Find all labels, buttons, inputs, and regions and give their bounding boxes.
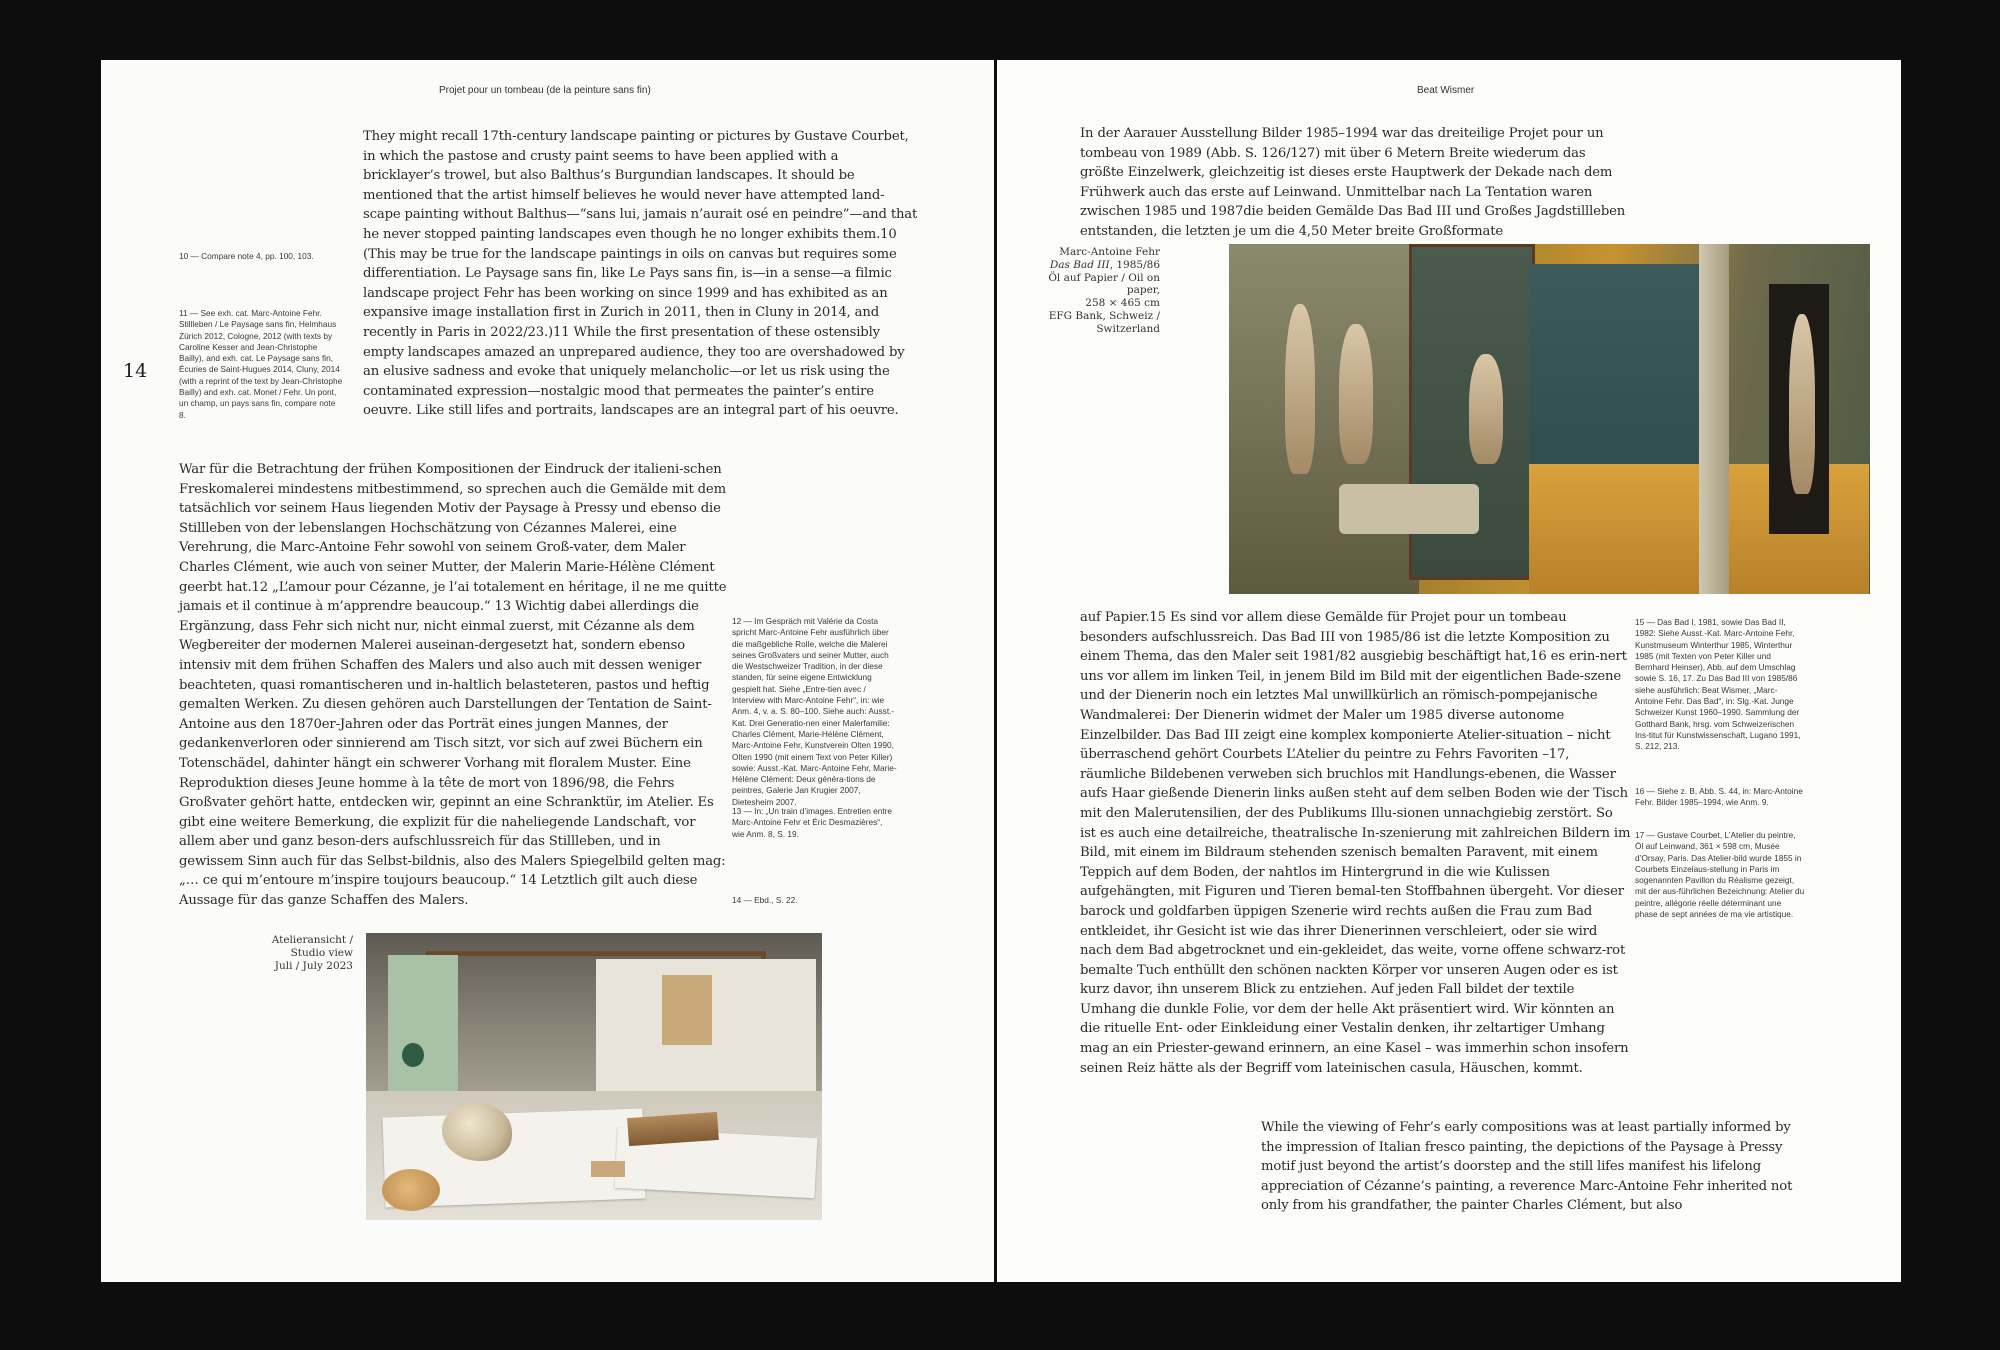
footnote-12: 12 — Im Gespräch mit Valérie da Costa spricht Marc-Antoine Fehr ausführlich über die maßgebliche Rolle, welche die Malerei seines Großvaters und seiner Mutter, auch die Westschweizer Tradition, in der diese standen, für seine eigene Entwicklung gespielt hat. Siehe „Entre-tien avec / Interview with Marc-Antoine Fehr“, in: wie Anm. 4, v. a. S. 80–100. Siehe auch: Ausst.-Kat. Drei Generatio-nen einer Malerfamilie: Charles Clément, Marie-Hélène Clément, Marc-Antoine Fehr, Kunstverein Olten 1990, Olten 1990 (mit einem Text von Peter Killer) sowie: Ausst.-Kat. Marc-Antoine Fehr, Marie-Hélène Clément: Deux généra-tions de peintres, Galerie Jan Krugier 2007, Dietesheim 2007.	[732, 616, 897, 807]
painting-caption-artist: Marc-Antoine Fehr	[1059, 246, 1160, 258]
painting-caption-owner: EFG Bank, Schweiz /	[1048, 309, 1160, 322]
running-head-left: Projet pour un tombeau (de la peinture sans fin)	[439, 85, 651, 96]
right-page	[997, 60, 1901, 1282]
painting-caption-owner: Switzerland	[1096, 322, 1160, 335]
photo-caption-line: Atelieransicht /	[271, 934, 353, 946]
footnote-17: 17 — Gustave Courbet, L’Atelier du peintre, Öl auf Leinwand, 361 × 598 cm, Musée d’Orsay, Paris. Das Atelier-bild wurde 1855 in Courbets Einzelaus-stellung in Paris im sogenannten Pavillon du Réalisme gezeigt, mit der aus-führlichen Bezeichnung: Atelier du peintre, allégorie réelle déterminant une phase de sept années de ma vie artistique.	[1635, 830, 1805, 920]
painting-caption	[1047, 246, 1160, 336]
painting-caption-title-line	[1047, 259, 1160, 272]
running-head-right: Beat Wismer	[1417, 85, 1475, 96]
painting-caption-medium: Öl auf Papier / Oil on paper,	[1048, 271, 1160, 297]
left-page	[101, 60, 994, 1282]
german-intro: In der Aarauer Ausstellung Bilder 1985–1994 war das dreiteilige Projet pour un tombeau von 1989 (Abb. S. 126/127) mit über 6 Metern Breite wiederum das größte Einzelwerk, gleichzeitig ist dieses erste Hauptwerk der Dekade nach dem Frühwerk auch das erste auf Leinwand. Unmittelbar nach La Tentation waren zwischen 1985 und 1987die beiden Gemälde Das Bad III und Großes Jagdstillleben entstanden, die letzten je um die 4,50 Meter breite Großformate	[1080, 126, 1626, 239]
footnote-13: 13 — In: „Un train d’images. Entretien entre Marc-Antoine Fehr et Éric Desmazières“, wie Anm. 8, S. 19.	[732, 806, 893, 839]
footnote-15: 15 — Das Bad I, 1981, sowie Das Bad II, 1982: Siehe Ausst.-Kat. Marc-Antoine Fehr, Kunstmuseum Winterthur 1985, Winterthur 1985 (mit Texten von Peter Killer und Bernhard Heinser), Abb. auf dem Umschlag sowie S. 16, 17. Zu Das Bad III von 1985/86 siehe ausführlich: Beat Wismer, „Marc-Antoine Fehr. Das Bad“, in: Slg.-Kat. Junge Schweizer Kunst 1960–1990. Sammlung der Gotthard Bank, hrsg. vom Schweizerischen Ins-titut für Kunstwissenschaft, Lugano 1991, S. 212, 213.	[1635, 617, 1801, 752]
page-number: 14	[123, 360, 148, 382]
photo-caption	[261, 934, 353, 972]
german-paragraph: War für die Betrachtung der frühen Kompositionen der Eindruck der italieni-schen Freskomalerei mindestens mitbestimmend, so sprechen auch die Gemälde mit dem tatsächlich vor seinem Haus liegenden Motiv der Paysage à Pressy und ebenso die Stillleben von der lebenslangen Hochschätzung von Cézannes Malerei, eine Verehrung, die Marc-Antoine Fehr sowohl von seinem Groß-vater, dem Maler Charles Clément, wie auch von seiner Mutter, der Malerin Marie-Hélène Clément geerbt hat.12 „L’amour pour Cézanne, je l’ai totalement en héritage, il ne me quitte jamais et il continue à m’apprendre beaucoup.“ 13 Wichtig dabei allerdings die Ergänzung, dass Fehr sich nicht nur, nicht einmal zuerst, mit Cézanne als dem Wegbereiter der modernen Malerei auseinan-dergesetzt hat, sondern ebenso intensiv mit dem frühen Schaffen des Malers und also auch mit dessen weniger beachteten, quasi romantischeren und in-haltlich belasteteren, pastos und heftig gemalten Werken. Zu diesen gehören auch Darstellungen der Tentation de Saint-Antoine aus den 1870er-Jahren oder das Porträt eines jungen Mannes, der gedankenverloren oder sinnierend am Tisch sitzt, vor sich auf zwei Büchern ein Totenschädel, dahinter hängt ein schwerer Vorhang mit floralem Muster. Eine Reproduktion dieses Jeune homme à la tête de mort von 1896/98, die Fehrs Großvater gehört hatte, entdecken wir, gepinnt an eine Schranktür, im Atelier. Es gibt eine weitere Bemerkung, die explizit für die naheliegende Landschaft, vor allem aber und ganz beson-ders aufschlussreich für das Stillleben, und in gewissem Sinn auch für das Selbst-bildnis, also des Malers Spiegelbild gelten mag: „… ce qui m’entoure m’inspire toujours beaucoup.“ 14 Letztlich gilt auch diese Aussage für das ganze Schaffen des Malers.	[179, 462, 727, 909]
footnote-10: 10 — Compare note 4, pp. 100, 103.	[179, 251, 314, 261]
footnote-16: 16 — Siehe z. B. Abb. S. 44, in: Marc-Antoine Fehr. Bilder 1985–1994, wie Anm. 9.	[1635, 786, 1803, 808]
photo-caption-line: Juli / July 2023	[274, 959, 353, 972]
photo-caption-line: Studio view	[290, 946, 353, 959]
painting-caption-date: , 1985/86	[1109, 258, 1160, 271]
painting-das-bad-iii	[1229, 244, 1870, 594]
german-main: auf Papier.15 Es sind vor allem diese Gemälde für Projet pour un tombeau besonders aufschlussreich. Das Bad III von 1985/86 ist die letzte Komposition zu einem Thema, das den Maler seit 1981/82 ausgiebig beschäftigt hat,16 es erin-nert uns vor allem im linken Teil, in jenem Bild im Bild mit der eigentlichen Bade-szene und der Dienerin noch ein letztes Mal unwillkürlich an römisch-pompejanische Wandmalerei: Der Dienerin widmet der Maler um 1985 diverse autonome Einzelbilder. Das Bad III zeigt eine komplex komponierte Atelier-situation – nicht überraschend gehört Courbets L’Atelier du peintre zu Fehrs Favoriten –17, räumliche Bildebenen verweben sich bruchlos mit Handlungs-ebenen, die Wasser aufs Haar gießende Dienerin links außen steht auf dem selben Boden wie der Tisch mit den Malerutensilien, der des Publikums Illu-sionen unnachgiebig zerstört. So ist es auch eine detailreiche, theatralische In-szenierung mit zahlreichen Bildern im Bild, mit einem im Bildraum stehenden szenisch bemalten Paravent, mit einem Teppich auf dem Boden, der nahtlos im Hintergrund in die wie Kulissen aufgehängten, mit Figuren und Tieren bemal-ten Stoffbahnen übergeht. Vor dieser barock und goldfarben üppigen Szenerie wird rechts außen die Frau zum Bad entkleidet, ihr Gesicht ist wie das ihrer Dienerinnen verschleiert, oder sie wird nach dem Bad abgetrocknet und ein-gekleidet, das weite, vorne offene schwarz-rot bemalte Tuch enthüllt den schönen nackten Körper vor unseren Augen oder es ist kurz davor, ihn unserem Blick zu entziehen. Auf jeden Fall bildet der textile Umhang die dunkle Folie, vor dem der helle Akt präsentiert wird. Wir könnten an die rituelle Ent- oder Einkleidung einer Vestalin denken, ihr zeltartiger Umhang mag an ein Priester-gewand erinnern, an eine Kasel – was immerhin schon insofern seinen Reiz hätte als der Begriff vom lateinischen casula, Häuschen, kommt.	[1080, 610, 1631, 1076]
painting-caption-title: Das Bad III	[1049, 258, 1110, 271]
footnote-11: 11 — See exh. cat. Marc-Antoine Fehr. Stillleben / Le Paysage sans fin, Helmhaus Zürich 2012, Cologne, 2012 (with texts by Caroline Kesser and Jean-Christophe Bailly), and exh. cat. Le Paysage sans fin, Écuries de Saint-Hugues 2014, Cluny, 2014 (with a reprint of the text by Jean-Christophe Bailly) and exh. cat. Monet / Fehr. Un pont, un champ, un pays sans fin, compare note 8.	[179, 308, 343, 420]
painting-caption-dimensions: 258 × 465 cm	[1085, 297, 1160, 310]
studio-photo	[366, 933, 822, 1220]
english-paragraph: They might recall 17th-century landscape painting or pictures by Gustave Courbet, in which the pastose and crusty paint seems to have been applied with a bricklayer’s trowel, but also Balthus’s Burgundian landscapes. It should be mentioned that the artist himself believes he would never have attempted land-scape painting without Balthus—“sans lui, jamais n’aurait osé en peindre”—and that he never stopped painting landscapes even though he no longer exhibits them.10 (This may be true for the landscape paintings in oils on canvas but requires some differentiation. Le Paysage sans fin, like Le Pays sans fin, is—in a sense—a filmic landscape project Fehr has been working on since 1999 and has exhibited as an expansive image installation first in Zurich in 2011, then in Cluny in 2014, and recently in Paris in 2022/23.)11 While the first presentation of these ostensibly empty landscapes amazed an unprepared audience, they too are overshadowed by an elusive sadness and evoke that uniquely melancholic—or let us risk using the contaminated expression—nostalgic mood that permeates the painter’s entire oeuvre. Like still lifes and portraits, landscapes are an integral part of his oeuvre.	[363, 129, 918, 419]
english-bottom: While the viewing of Fehr’s early compositions was at least partially informed by the impression of Italian fresco painting, the depictions of the Paysage à Pressy motif just beyond the artist’s doorstep and the still lifes manifest his lifelong appreciation of Cézanne’s painting, a reverence Marc-Antoine Fehr inherited not only from his grandfather, the painter Charles Clément, but also	[1261, 1120, 1793, 1214]
footnote-14: 14 — Ebd., S. 22.	[732, 895, 798, 905]
